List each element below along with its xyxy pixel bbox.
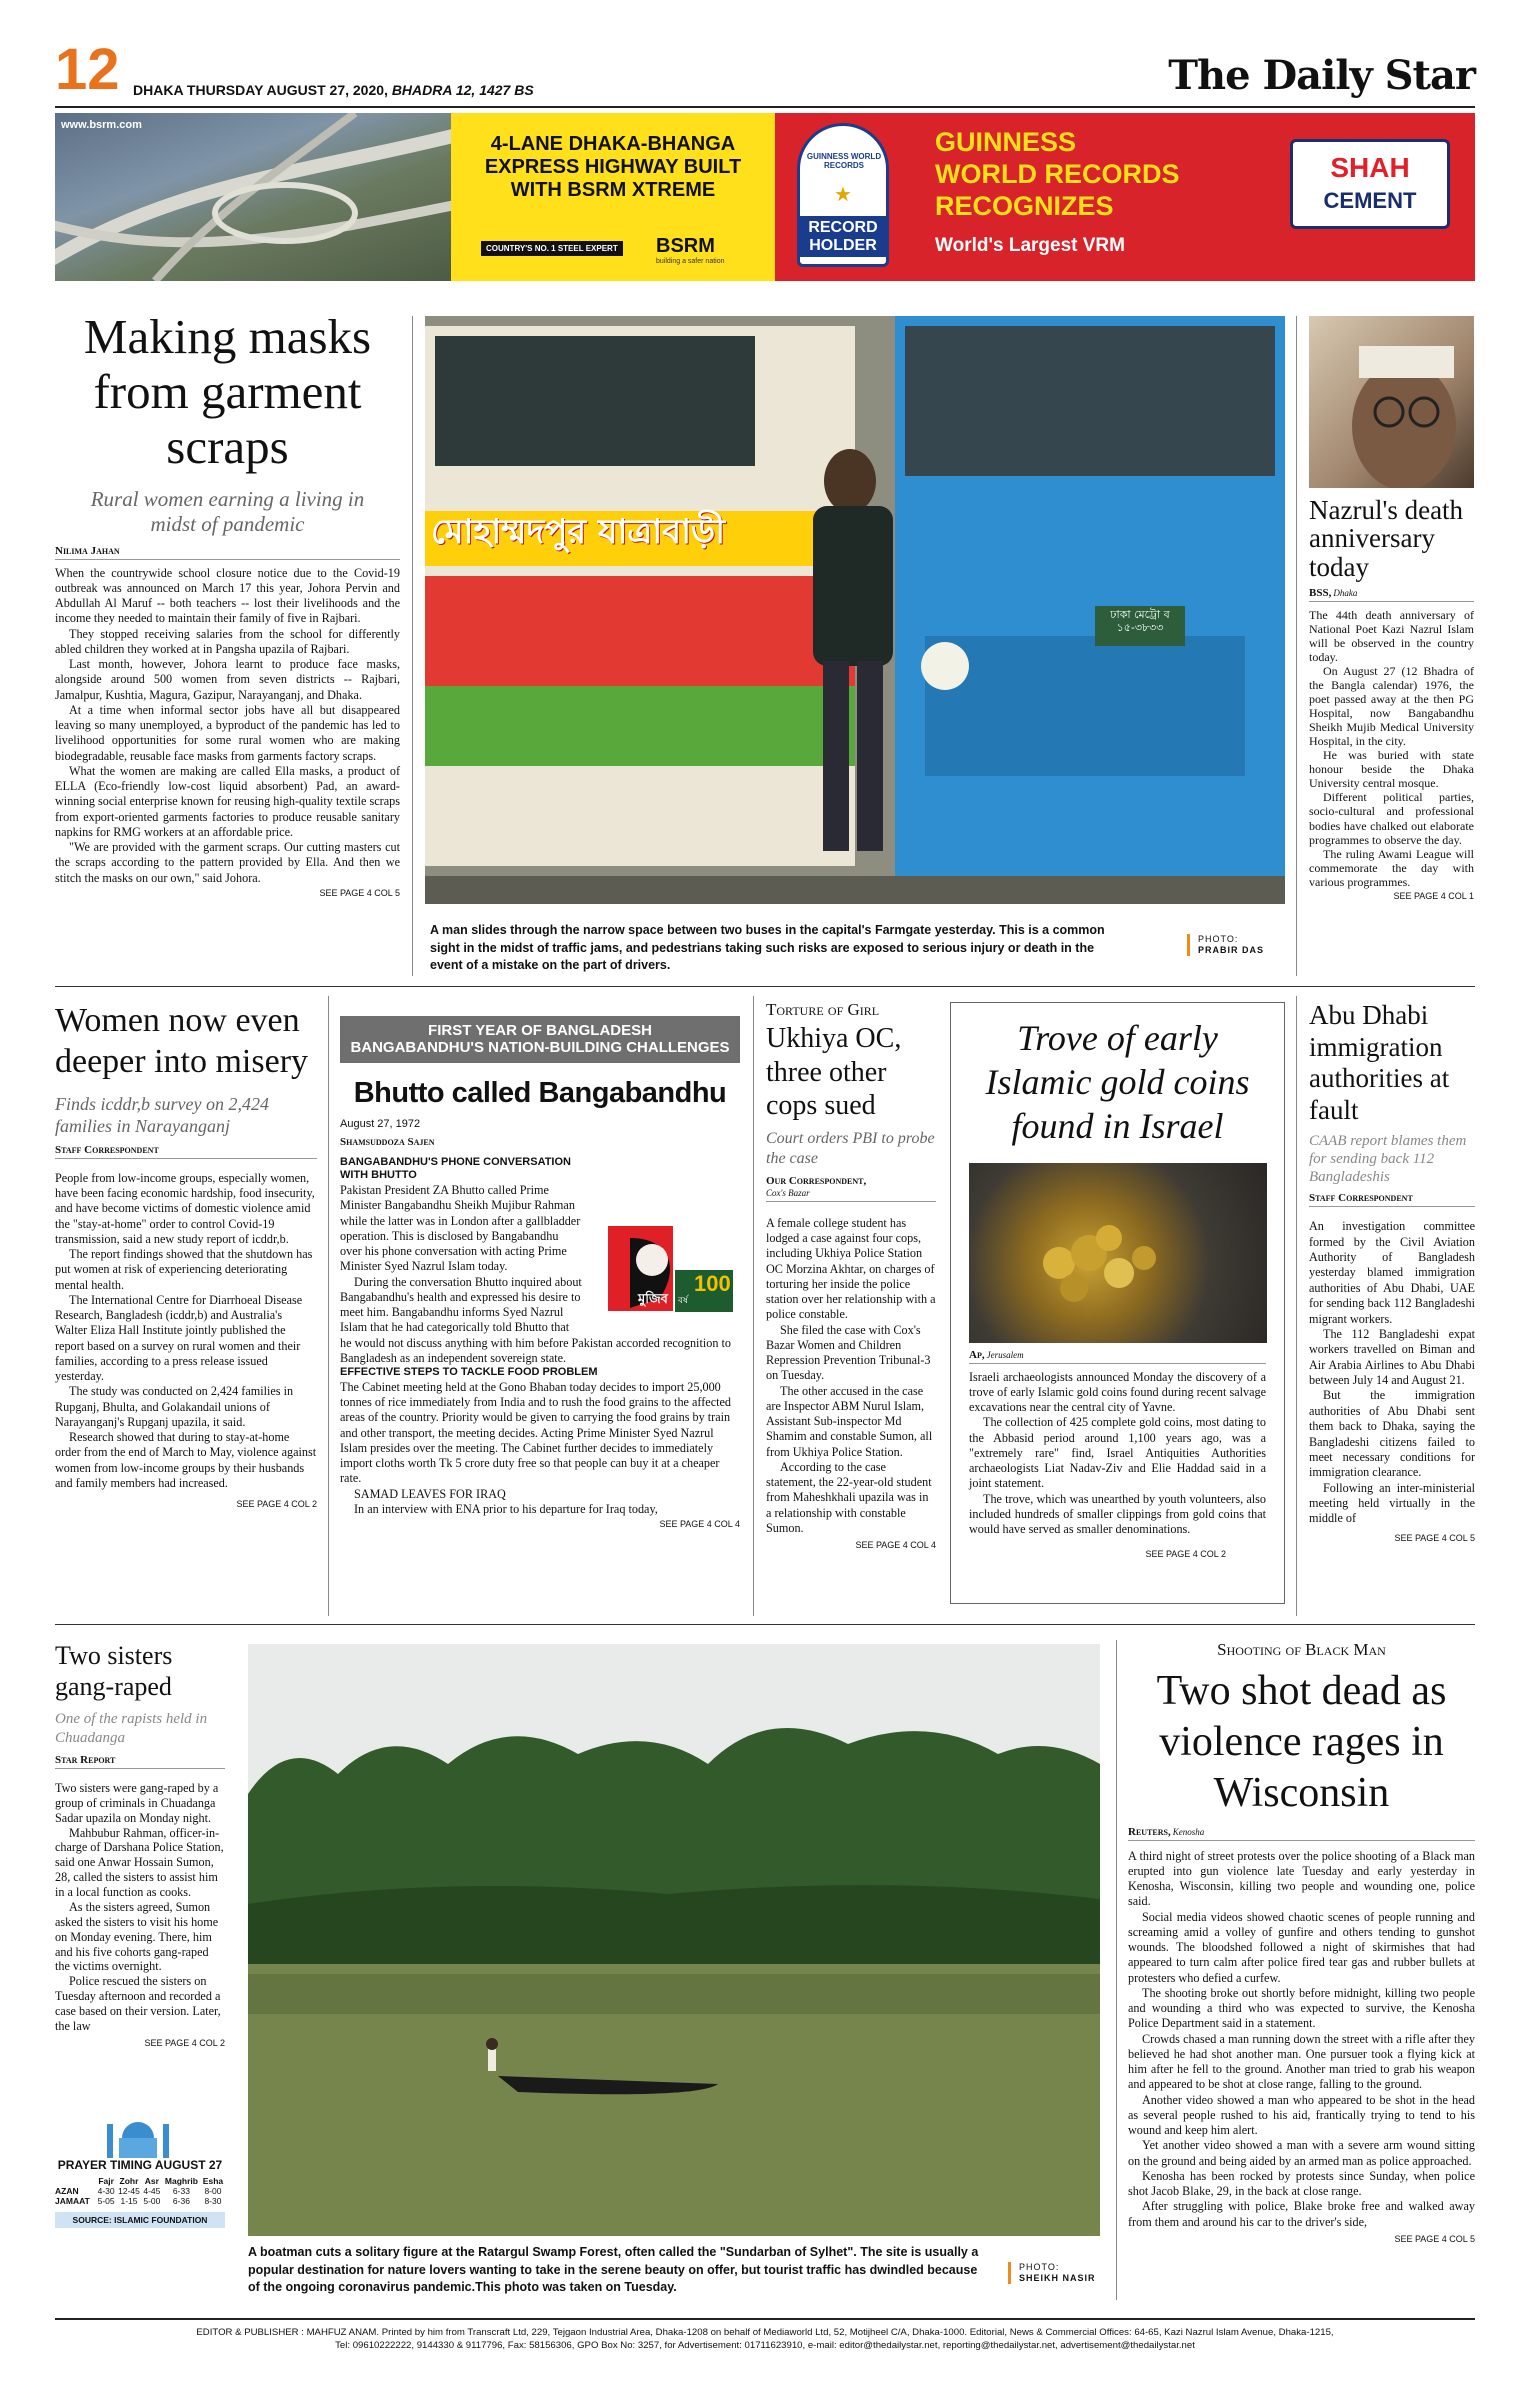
- guinness-badge-bottom: RECORD HOLDER: [800, 216, 886, 257]
- imprint-line2: Tel: 09610222222, 9144330 & 9117796, Fax: 58156306, GPO Box No: 3257, for Advertisement: 01711623910, e-mail: editor@thedailystar.net, reporting@thedailystar.net, advertisement@thedailystar.net: [335, 2340, 1195, 2352]
- newspaper-logo[interactable]: The Daily Star: [1168, 52, 1475, 99]
- ukhiya-strap: Court orders PBI to probe the case: [766, 1129, 935, 1167]
- ad-bsrm-panel: [451, 113, 775, 281]
- nazrul-portrait: [1309, 316, 1474, 488]
- women-body: People from low-income groups, especially women, have been facing economic hardship, food insecurity, and have become victims of domestic violence amid the "stay-at-home" order to control Covid-19 transmission, said a new study report of icddr,b. The report findings showed that the shutdown has put women at risk of experiencing deteriorating mental health. The International Centre for Diarrhoeal Disease Research, Bangladesh (icddr,b) and Australia's Walter Eliza Hall Institute jointly published the report based on a survey on rural women and their families, according to a press release issued yesterday. The study was conducted on 2,424 families in Rupganj, Bhulta, and Golakandail unions of Narayanganj's Rupganj upazila, it said. Research showed that during to stay-at-home order from the end of March to May, violence against women from low-income groups by their husbands and family members had increased.: [55, 1170, 317, 1490]
- ad-bsrm-url[interactable]: www.bsrm.com: [61, 119, 142, 131]
- col-rule: [1296, 316, 1297, 976]
- ukhiya-see-page[interactable]: SEE PAGE 4 COL 4: [855, 1540, 936, 1551]
- mujib-logo-sub: বর্ষ: [678, 1295, 688, 1306]
- mujib-borsho-logo: [590, 1208, 740, 1328]
- nazrul-body: The 44th death anniversary of National Poet Kazi Nazrul Islam will be observed in the country today. On August 27 (12 Bhadra of the Bangla calendar) 1976, the poet passed away at the then PG Hospital, now Bangabandhu Sheikh Mujib Medical University Hospital, in the city. He was buried with state honour beside the Dhaka University central mosque. Different political parties, socio-cultural and professional bodies have chalked out elaborate programmes to observe the day. The ruling Awami League will commemorate the day with various programmes.: [1309, 608, 1474, 889]
- guinness-sub: World's Largest VRM: [935, 235, 1125, 256]
- ad-highway-photo: [55, 113, 451, 281]
- imprint-footer: [55, 2326, 1475, 2353]
- star-icon: ★: [834, 184, 852, 206]
- women-see-page[interactable]: SEE PAGE 4 COL 2: [236, 1499, 317, 1510]
- masks-headline[interactable]: Making masks from garment scraps: [83, 309, 372, 474]
- bhutto-see-page[interactable]: SEE PAGE 4 COL 4: [659, 1519, 740, 1529]
- guinness-line1: GUINNESS: [935, 127, 1077, 157]
- footer-rule: [55, 2318, 1475, 2320]
- sisters-strap: One of the rapists held in Chuadanga: [55, 1711, 208, 1747]
- wisconsin-byline: Reuters, Kenosha: [1128, 1826, 1475, 1841]
- col-rule: [753, 996, 754, 1616]
- mujib-logo-text: মুজিব: [638, 1291, 668, 1307]
- section-rule: [55, 986, 1475, 987]
- bus-number-plate: ঢাকা মেট্রো ব ১৫-৩৮৩৩: [1110, 608, 1170, 635]
- abudhabi-story: [1309, 1000, 1475, 1620]
- abudhabi-body: An investigation committee formed by the Civil Aviation Authority of Bangladesh yesterday blamed immigration authorities of Abu Dhabi, UAE for sending back 112 Bangladeshi migrant workers. The 112 Bangladeshi expat workers travelled on Biman and Air Arabia Airlines to Abu Dhabi between July 14 and August 21. But the immigration authorities of Abu Dhabi sent them back to Dhaka, saying the Bangladeshi citizens failed to meet necessary conditions for immigration clearance. Following an inter-ministerial meeting held virtually in the middle of: [1309, 1219, 1475, 1526]
- page-number: 12: [55, 37, 120, 102]
- bhutto-date: August 27, 1972: [340, 1117, 421, 1130]
- nazrul-see-page[interactable]: SEE PAGE 4 COL 1: [1393, 890, 1474, 901]
- masks-byline: Nilima Jahan: [55, 545, 400, 560]
- shah-cement-logo: [1290, 139, 1450, 229]
- sisters-see-page[interactable]: SEE PAGE 4 COL 2: [144, 2037, 225, 2048]
- gold-coins-photo: [969, 1163, 1267, 1343]
- bhutto-headline[interactable]: Bhutto called Bangabandhu: [353, 1076, 727, 1109]
- bus-route-sign: মোহাম্মদপুর যাত্রাবাড়ী: [431, 512, 726, 552]
- ukhiya-byline: Our Correspondent, Cox's Bazar: [766, 1175, 936, 1202]
- col-rule: [1296, 996, 1297, 1616]
- ukhiya-headline[interactable]: Ukhiya OC, three other cops sued: [766, 1023, 902, 1122]
- col-rule: [412, 316, 413, 976]
- nazrul-headline[interactable]: Nazrul's death anniversary today: [1309, 495, 1464, 582]
- gold-see-page[interactable]: SEE PAGE 4 COL 2: [1145, 1549, 1226, 1560]
- swamp-photo-credit: PHOTO: SHEIKH NASIR: [1008, 2262, 1096, 2284]
- col-rule: [1116, 1640, 1117, 2300]
- imprint-line1: EDITOR & PUBLISHER : MAHFUZ ANAM. Printed by him from Transcraft Ltd, 229, Tejgaon Industrial Area, Dhaka-1208 on behalf of Mediaworld Ltd, 52, Motijheel C/A, Dhaka-1000. Editorial, News & Commercial Offices: 64-65, Kazi Nazrul Islam Avenue, Dhaka-1215,: [196, 2327, 1334, 2338]
- ad-banner[interactable]: [55, 113, 1475, 281]
- ad-bsrm-brand: BSRM: [656, 235, 715, 257]
- gold-byline: Ap, Jerusalem: [969, 1349, 1266, 1364]
- guinness-line3: RECOGNIZES: [935, 191, 1114, 221]
- masks-strap: Rural women earning a living in midst of pandemic: [90, 486, 365, 536]
- women-strap: Finds icddr,b survey on 2,424 families in Narayanganj: [55, 1093, 269, 1137]
- bhutto-subhead: BANGABANDHU'S PHONE CONVERSATION WITH BHUTTO: [340, 1155, 571, 1182]
- bus-photo-credit: PHOTO: PRABIR DAS: [1187, 934, 1264, 956]
- prayer-title: PRAYER TIMING AUGUST 27: [57, 2158, 223, 2172]
- prayer-source: SOURCE: ISLAMIC FOUNDATION: [55, 2212, 225, 2228]
- masks-see-page[interactable]: SEE PAGE 4 COL 5: [319, 887, 400, 898]
- bhutto-subhead: SAMAD LEAVES FOR IRAQ: [354, 1486, 506, 1501]
- wisconsin-body: A third night of street protests over the police shooting of a Black man erupted into gun violence late Tuesday and early yesterday in Kenosha, Wisconsin, killing two people and wounding one, police said. Social media videos showed chaotic scenes of people running and screaming amid a volley of gunfire and others tending to gunshot wounds. The bloodshed followed a night of skirmishes that had appeared to turn calm after police fired tear gas and rubber bullets at protesters who defied a curfew. The shooting broke out shortly before midnight, killing two people and wounding a third who was expected to survive, the Kenosha Police Department said in a statement. Crowds chased a man running down the street with a rifle after they believed he had shot another man. One pursuer took a flying kick at him after he fell to the ground. Another man tried to grab his weapon and appeared to be shot at close range, falling to the ground. Another video showed a man who appeared to be shot in the head as several people rushed to his aid, frantically trying to tend to his wound and keep him alert. Yet another video showed a man with a severe arm wound sitting on the ground and being aided by an armed man as police approached. Kenosha has been rocked by protests since Sunday, when police shot Jacob Blake, 29, in the back at close range. After struggling with police, Blake broke free and walked away from them and around his car to the driver's side,: [1128, 1848, 1475, 2229]
- sisters-byline: Star Report: [55, 1754, 225, 1769]
- ad-bsrm-slogan: building a safer nation: [656, 258, 725, 265]
- nazrul-story: [1309, 316, 1474, 980]
- guinness-badge-top: GUINNESS WORLD RECORDS: [806, 152, 882, 170]
- shah-line1: SHAH: [1330, 152, 1410, 183]
- nazrul-byline: BSS, Dhaka: [1309, 587, 1474, 602]
- sisters-headline[interactable]: Two sisters gang-raped: [55, 1641, 173, 1702]
- prayer-table: [55, 2176, 225, 2206]
- prayer-header-row: Fajr Zohr Asr Maghrib Esha: [98, 2176, 224, 2186]
- col-rule: [328, 996, 329, 1616]
- bhutto-story: [340, 1016, 740, 1604]
- shah-line2: CEMENT: [1323, 188, 1417, 213]
- abudhabi-see-page[interactable]: SEE PAGE 4 COL 5: [1394, 1532, 1475, 1543]
- sisters-body: Two sisters were gang-raped by a group of criminals in Chuadanga Sadar upazila on Monday night. Mahbubur Rahman, officer-in-charge of Darshana Police Station, said one Anwar Hossain Sumon, 28, called the sisters to assist him in a local function as cooks. As the sisters agreed, Sumon asked the sisters to visit his home on Monday evening. There, him and his five cohorts gang-raped the victims overnight. Police rescued the sisters on Tuesday afternoon and recorded a case based on their version. Later, the law: [55, 1780, 224, 2033]
- masthead: [55, 37, 1475, 110]
- swamp-photo: [248, 1644, 1100, 2236]
- gold-headline[interactable]: Trove of early Islamic gold coins found in Israel: [985, 1018, 1250, 1146]
- ad-bsrm-tag: COUNTRY'S NO. 1 STEEL EXPERT: [481, 241, 623, 256]
- ukhiya-story: [766, 1000, 936, 1620]
- ad-guinness-panel: [775, 113, 1475, 281]
- dateline: DHAKA THURSDAY AUGUST 27, 2020, BHADRA 12, 1427 BS: [133, 82, 534, 98]
- gold-story: [950, 1002, 1285, 1604]
- wisconsin-kicker: Shooting of Black Man: [1217, 1640, 1386, 1659]
- bus-photo: [425, 316, 1285, 904]
- bhutto-subhead: EFFECTIVE STEPS TO TACKLE FOOD PROBLEM: [340, 1366, 598, 1378]
- women-headline[interactable]: Women now even deeper into misery: [55, 1002, 309, 1081]
- abudhabi-strap: CAAB report blames them for sending back 112 Bangladeshis: [1309, 1133, 1467, 1186]
- ukhiya-kicker: Torture of Girl: [766, 1000, 880, 1019]
- sisters-story: [55, 1640, 225, 2130]
- mujib-logo-100: 100: [694, 1270, 731, 1296]
- ad-bsrm-title: 4-LANE DHAKA-BHANGA EXPRESS HIGHWAY BUILT WITH BSRM XTREME: [484, 133, 742, 201]
- gold-body: Israeli archaeologists announced Monday the discovery of a trove of early Islamic gold coins found during recent salvage excavations near the central city of Yavne. The collection of 425 complete gold coins, most dating to the Abbasid period around 1,100 years ago, was a "extremely rare" find, Israel Antiquities Authorities archaeologists Liat Nadav-Ziv and Elie Haddad said in a joint statement. The trove, which was unearthed by youth volunteers, also included hundreds of smaller clippings from gold coins that would have served as smaller denominations.: [969, 1369, 1266, 1537]
- women-byline: Staff Correspondent: [55, 1144, 317, 1159]
- wisconsin-story: [1128, 1640, 1475, 2312]
- bhutto-body: মুজিব বর্ষ 100 BANGABANDHU'S PHONE CONVERSATION WITH BHUTTO Pakistan President ZA Bhutto called Prime Minister Bangabandhu Sheikh Mujibur Rahman while the latter was in London after a gallbladder operation. This is disclosed by Bangabandhu over his phone conversation with acting Prime Minister Syed Nazrul Islam today. During the conversation Bhutto inquired about Bangabandhu's health and expressed his desire to meet him. Bangabandhu informs Syed Nazrul Islam that he had categorically told Bhutto that he would not discuss anything with him before Pakistan accorded recognition to Bangladesh as an independent sovereign state. EFFECTIVE STEPS TO TACKLE FOOD PROBLEM The Cabinet meeting held at the Gono Bhaban today decides to import 25,000 tonnes of rice immediately from India and to rush the food grains to the affected areas of the country. Priority would be given to carrying the food grains by train and other transport, the meeting decides. Acting Prime Minister Syed Nazrul Islam presides over the meeting. The Cabinet further decides to immediately import cloths worth Tk 5 crore duty free so that people can buy it at a cheaper rate. SAMAD LEAVES FOR IRAQ In an interview with ENA prior to his departure for Iraq today,: [340, 1156, 740, 1518]
- women-story: [55, 1000, 317, 1620]
- wisconsin-see-page[interactable]: SEE PAGE 4 COL 5: [1394, 2233, 1475, 2244]
- prayer-jamaat-row: JAMAAT 5-05 1-15 5-00 6-36 8-30: [55, 2196, 222, 2206]
- wisconsin-headline[interactable]: Two shot dead as violence rages in Wisconsin: [1156, 1668, 1447, 1817]
- swamp-caption: A boatman cuts a solitary figure at the Ratargul Swamp Forest, often called the "Sundarban of Sylhet". The site is usually a popular destination for nature lovers wanting to take in the serene beauty on offer, but tourist traffic has dwindled because of the ongoing coronavirus pandemic.This photo was taken on Tuesday.: [248, 2245, 979, 2294]
- bus-caption: A man slides through the narrow space between two buses in the capital's Farmgate yesterday. This is a common sight in the midst of traffic jams, and pedestrians taking such risks are exposed to serious injury or death in the event of a mistake on the part of drivers.: [430, 923, 1105, 972]
- guinness-badge: [797, 123, 889, 267]
- masks-story: [55, 310, 400, 978]
- mosque-icon: [103, 2114, 173, 2158]
- bhutto-byline: Shamsuddoza Sajen: [340, 1135, 435, 1148]
- section-rule: [55, 1624, 1475, 1625]
- prayer-azan-row: AZAN 4-30 12-45 4-45 6-33 8-00: [55, 2186, 222, 2196]
- abudhabi-headline[interactable]: Abu Dhabi immigration authorities at fault: [1309, 1000, 1450, 1125]
- ukhiya-body: A female college student has lodged a case against four cops, including Ukhiya Police Station OC Morzina Akhtar, on charges of torturing her inside the police station over her relationship with a police constable. She filed the case with Cox's Bazar Women and Children Repression Prevention Tribunal-3 on Tuesday. The other accused in the case are Inspector ABM Nurul Islam, Assistant Sub-inspector Md Shamim and constable Sumon, all from Ukhiya Police Station. According to the case statement, the 22-year-old student from Maheshkhali upazila was in a relationship with constable Sumon.: [766, 1215, 936, 1535]
- guinness-line2: WORLD RECORDS: [935, 159, 1180, 189]
- masks-body: When the countrywide school closure notice due to the Covid-19 outbreak was announced on March 17 this year, Johora Pervin and Abdullah Al Maruf -- both teachers -- lost their livelihoods and the income they needed to maintain their family of five in Rajbari. They stopped receiving salaries from the school for differently abled children they worked at in Pangsha upazila of Rajbari. Last month, however, Johora learnt to produce face masks, alongside around 500 women from seven districts -- Rajbari, Jamalpur, Kushtia, Magura, Gazipur, Narayanganj, and Dhaka. At a time when informal sector jobs have all but disappeared leaving so many unemployed, a byproduct of the pandemic has led to livelihood opportunities for some rural women who are making biodegradable, reusable face masks from garments factory scraps. What the women are making are called Ella masks, a product of ELLA (Eco-friendly low-cost liquid absorbent) Pad, an award-winning social enterprise known for reusing high-quality textile scraps from export-oriented garments factories to produce reusable sanitary napkins for RMG workers at an affordable price. "We are provided with the garment scraps. Our cutting masters cut the scraps according to the pattern provided by Ella. And then we stitch the masks on our own," said Johora.: [55, 565, 400, 885]
- bhutto-banner: FIRST YEAR OF BANGLADESH BANGABANDHU'S NATION-BUILDING CHALLENGES: [340, 1016, 740, 1063]
- abudhabi-byline: Staff Correspondent: [1309, 1192, 1475, 1207]
- masthead-rule: [55, 106, 1475, 108]
- prayer-timing-box: [55, 2158, 225, 2268]
